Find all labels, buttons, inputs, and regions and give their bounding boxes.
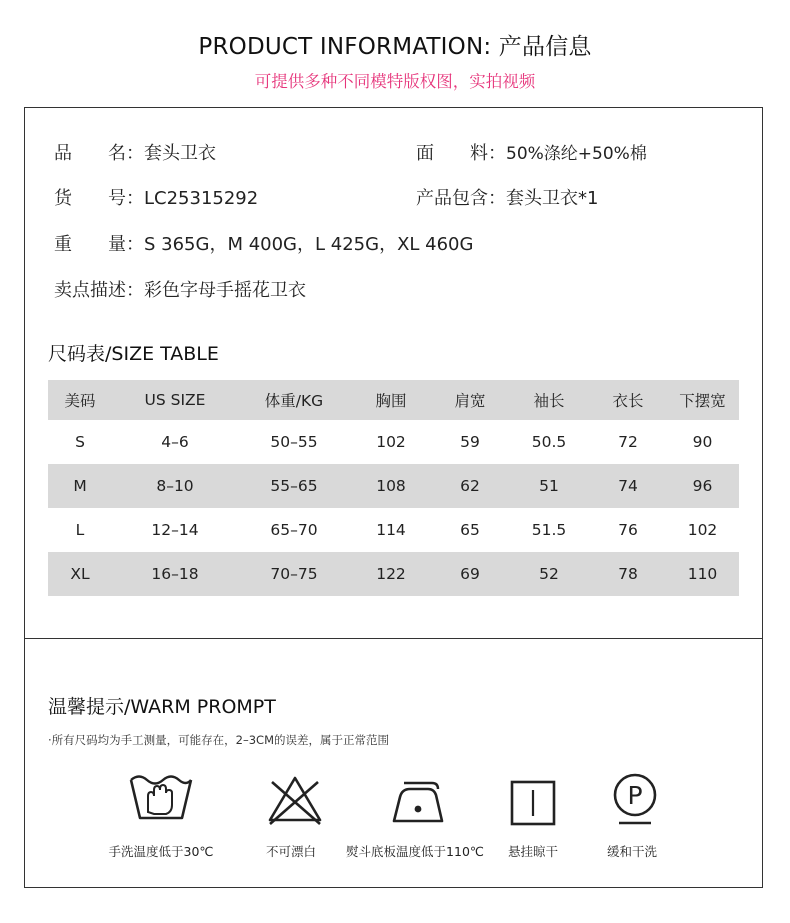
- size-table: [48, 380, 739, 596]
- table-row: [48, 508, 739, 552]
- table-cell: 51.5: [531, 521, 567, 539]
- info-sku-label: 货 号：: [54, 188, 144, 209]
- size-table-title: 尺码表/SIZE TABLE: [48, 343, 219, 365]
- page-title: PRODUCT INFORMATION: 产品信息: [198, 34, 592, 60]
- table-cell: 108: [376, 477, 406, 495]
- svg-text:P: P: [627, 781, 643, 810]
- info-sku: [54, 184, 258, 210]
- table-cell: 50.5: [531, 433, 567, 451]
- no-bleach-icon: [266, 774, 324, 826]
- hang-dry-icon: [510, 780, 556, 826]
- info-includes-label: 产品包含：: [416, 188, 506, 209]
- header-cell: US SIZE: [144, 391, 206, 409]
- size-table-header: [48, 380, 739, 420]
- warm-prompt-title: 温馨提示/WARM PROMPT: [48, 696, 276, 718]
- page-subtitle: 可提供多种不同模特版权图，实拍视频: [254, 72, 536, 91]
- table-cell: 4–6: [161, 433, 189, 451]
- table-row: [48, 552, 739, 596]
- care-label-gentle-dry-clean: 缓和干洗: [606, 844, 657, 859]
- header-cell: 肩宽: [454, 392, 486, 410]
- table-cell: L: [75, 521, 85, 539]
- table-cell: 110: [687, 565, 718, 583]
- table-cell: 12–14: [151, 521, 199, 539]
- table-cell: 62: [460, 477, 480, 495]
- info-includes-value: 套头卫衣*1: [506, 188, 599, 209]
- header-cell: 胸围: [375, 392, 407, 410]
- info-name-value: 套头卫衣: [144, 143, 216, 164]
- table-cell: 78: [618, 565, 638, 583]
- table-cell: 102: [687, 521, 718, 539]
- iron-icon: [388, 779, 444, 825]
- table-cell: M: [73, 477, 87, 495]
- table-cell: 65: [460, 521, 480, 539]
- info-desc: [54, 276, 306, 302]
- info-weight-label: 重 量：: [54, 234, 144, 255]
- info-includes: [416, 184, 598, 210]
- header-cell: 袖长: [533, 392, 565, 410]
- info-weight: [54, 230, 473, 256]
- table-cell: 65–70: [270, 521, 318, 539]
- table-cell: 52: [539, 565, 559, 583]
- table-cell: 59: [460, 433, 480, 451]
- table-row: [48, 420, 739, 464]
- info-fabric-value: 50%涤纶+50%棉: [506, 144, 647, 164]
- table-cell: 72: [618, 433, 638, 451]
- table-cell: 16–18: [151, 565, 199, 583]
- care-label-hand-wash: 手洗温度低于30℃: [108, 844, 214, 859]
- measurement-note: ·所有尺码均为手工测量，可能存在，2–3CM的误差，属于正常范围: [48, 733, 389, 747]
- care-label-iron: 熨斗底板温度低于110℃: [346, 844, 484, 859]
- info-fabric-label: 面 料：: [416, 143, 506, 164]
- info-sku-value: LC25315292: [144, 188, 259, 209]
- table-cell: 51: [539, 477, 559, 495]
- table-cell: 69: [460, 565, 480, 583]
- table-cell: 102: [376, 433, 406, 451]
- table-cell: S: [75, 433, 85, 451]
- header-cell: 美码: [64, 392, 96, 410]
- care-label-hang-dry: 悬挂晾干: [507, 844, 558, 859]
- info-desc-value: 彩色字母手摇花卫衣: [144, 280, 306, 301]
- table-cell: 122: [376, 565, 406, 583]
- table-cell: 114: [376, 521, 406, 539]
- table-cell: 90: [692, 433, 713, 451]
- info-fabric: [416, 139, 647, 165]
- info-desc-label: 卖点描述：: [54, 280, 144, 301]
- table-cell: 74: [618, 477, 638, 495]
- table-row: [48, 464, 739, 508]
- header-cell: 衣长: [612, 392, 644, 410]
- info-name-label: 品 名：: [54, 143, 144, 164]
- table-cell: 55–65: [270, 477, 318, 495]
- table-cell: 70–75: [270, 565, 318, 583]
- table-cell: XL: [70, 565, 90, 583]
- hand-wash-icon: [128, 772, 194, 824]
- header-cell: 体重/KG: [264, 392, 324, 410]
- table-cell: 50–55: [270, 433, 318, 451]
- gentle-dry-clean-icon: [611, 772, 659, 828]
- care-label-no-bleach: 不可漂白: [265, 844, 316, 859]
- table-cell: 8–10: [156, 477, 194, 495]
- table-cell: 96: [692, 477, 713, 495]
- table-cell: 76: [618, 521, 638, 539]
- info-name: [54, 139, 216, 165]
- info-weight-value: S 365G，M 400G，L 425G，XL 460G: [144, 234, 474, 255]
- header-cell: 下摆宽: [679, 392, 726, 410]
